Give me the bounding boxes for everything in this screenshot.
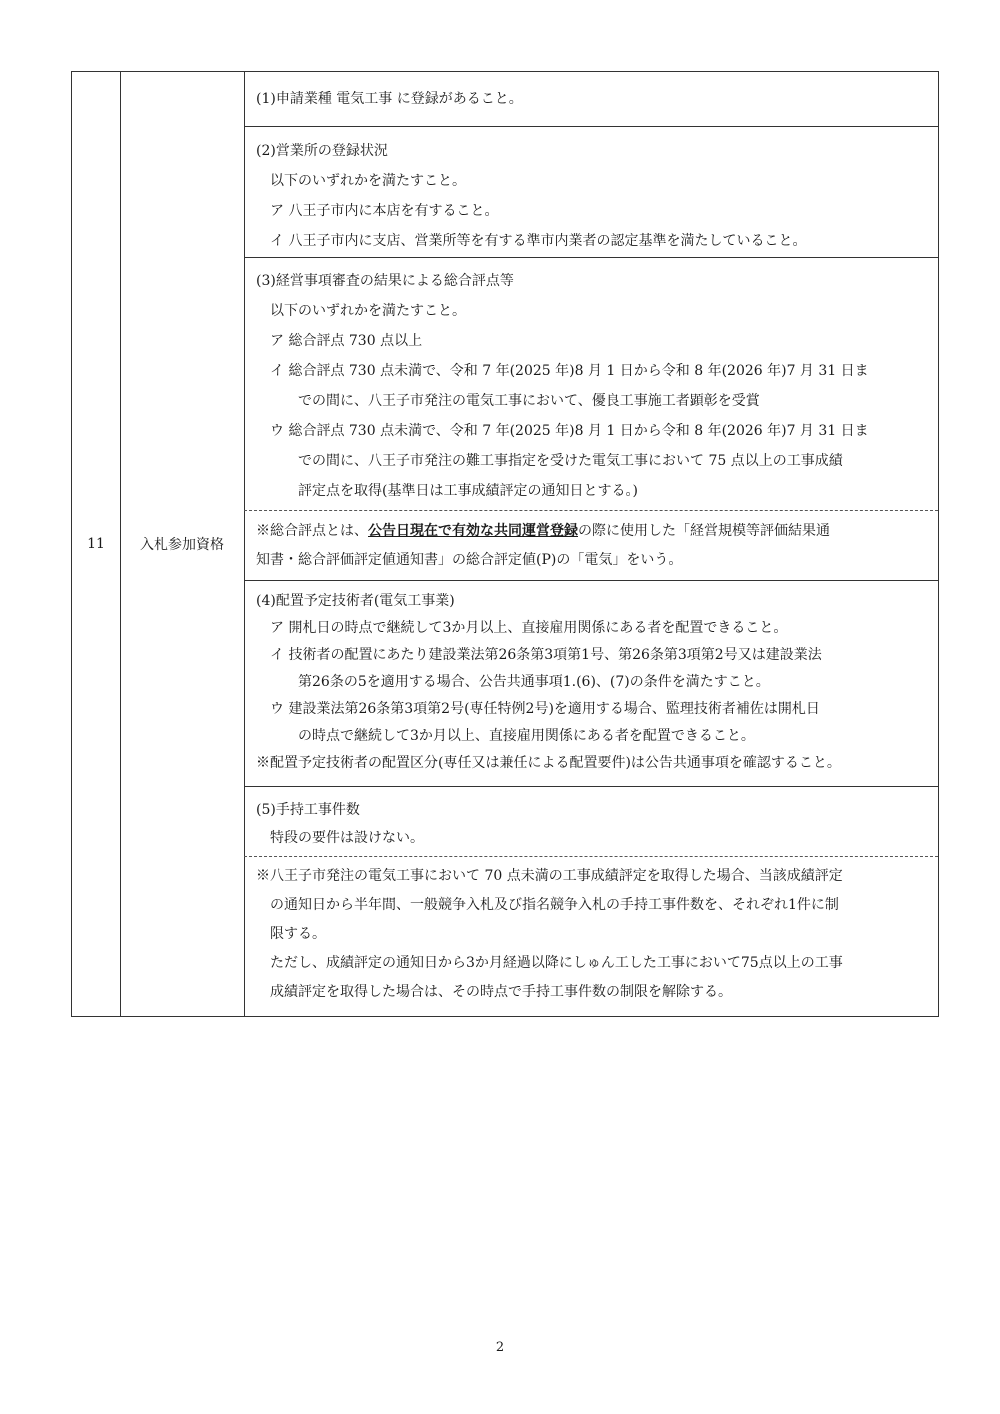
section-3-item-a: ア 総合評点 730 点以上 <box>270 333 423 349</box>
section-3-item-u-line1: ウ 総合評点 730 点未満で、令和 7 年(2025 年)8 月 1 日から令和 8 年(2026 年)7 月 31 日ま <box>270 423 869 439</box>
section-2-heading: (2)営業所の登録状況 <box>256 143 388 159</box>
section-evaluation-note <box>244 510 938 580</box>
section-registered-trade <box>244 72 938 126</box>
section-2-intro: 以下のいずれかを満たすこと。 <box>270 173 466 189</box>
note-5-line4: ただし、成績評定の通知日から3か月経過以降にしゅん工した工事において75点以上の工事 <box>270 955 843 971</box>
section-2-item-i: イ 八王子市内に支店、営業所等を有する準市内業者の認定基準を満たしていること。 <box>270 233 807 249</box>
section-3-item-u-line2: での間に、八王子市発注の難工事指定を受けた電気工事において 75 点以上の工事成績 <box>298 453 843 469</box>
section-3-intro: 以下のいずれかを満たすこと。 <box>270 303 466 319</box>
section-current-projects <box>244 786 938 856</box>
section-4-item-i-line2: 第26条の5を適用する場合、公告共通事項1.(6)、(7)の条件を満たすこと。 <box>298 674 770 690</box>
section-2-item-a: ア 八王子市内に本店を有すること。 <box>270 203 499 219</box>
row-number: 11 <box>87 536 105 552</box>
section-4-item-u-line1: ウ 建設業法第26条第3項第2号(専任特例2号)を適用する場合、監理技術者補佐は開札日 <box>270 701 820 717</box>
page-number: 2 <box>495 1340 505 1355</box>
section-project-limit-note <box>244 856 938 1016</box>
section-3-item-i-line1: イ 総合評点 730 点未満で、令和 7 年(2025 年)8 月 1 日から令和 8 年(2026 年)7 月 31 日ま <box>270 363 869 379</box>
section-3-heading: (3)経営事項審査の結果による総合評点等 <box>256 273 514 289</box>
section-4-heading: (4)配置予定技術者(電気工事業) <box>256 593 455 609</box>
section-4-note: ※配置予定技術者の配置区分(専任又は兼任による配置要件)は公告共通事項を確認すること。 <box>256 755 841 771</box>
note-5-line2: の通知日から半年間、一般競争入札及び指名競争入札の手持工事件数を、それぞれ1件に制 <box>270 897 839 913</box>
section-3-item-u-line3: 評定点を取得(基準日は工事成績評定の通知日とする。) <box>298 483 638 499</box>
section-business-evaluation <box>244 257 938 510</box>
requirements-content <box>244 72 938 1016</box>
section-4-item-i-line1: イ 技術者の配置にあたり建設業法第26条第3項第1号、第26条第3項第2号又は建設業法 <box>270 647 822 663</box>
section-assigned-engineer <box>244 580 938 786</box>
note-3-prefix: ※総合評点とは、 <box>256 523 368 539</box>
note-5-line3: 限する。 <box>270 926 326 942</box>
section-5-text: 特段の要件は設けない。 <box>270 830 424 846</box>
note-5-line1: ※八王子市発注の電気工事において 70 点未満の工事成績評定を取得した場合、当該成績評定 <box>256 868 843 884</box>
section-4-item-u-line2: の時点で継続して3か月以上、直接雇用関係にある者を配置できること。 <box>298 728 755 744</box>
row-label: 入札参加資格 <box>140 537 224 553</box>
requirements-table <box>71 71 939 1017</box>
section-office-registration <box>244 126 938 257</box>
section-5-heading: (5)手持工事件数 <box>256 802 360 818</box>
section-4-item-a: ア 開札日の時点で継続して3か月以上、直接雇用関係にある者を配置できること。 <box>270 620 788 636</box>
note-3-line1 <box>256 517 930 546</box>
section-1-text: (1)申請業種 電気工事 に登録があること。 <box>256 91 523 107</box>
note-5-line5: 成績評定を取得した場合は、その時点で手持工事件数の制限を解除する。 <box>270 984 732 1000</box>
note-3-line2: 知書・総合評価評定値通知書」の総合評定値(P)の「電気」をいう。 <box>256 552 683 568</box>
note-3-highlight: 公告日現在で有効な共同運営登録 <box>368 523 578 539</box>
section-3-item-i-line2: での間に、八王子市発注の電気工事において、優良工事施工者顕彰を受賞 <box>298 393 760 409</box>
note-3-suffix: の際に使用した「経営規模等評価結果通 <box>578 523 830 539</box>
